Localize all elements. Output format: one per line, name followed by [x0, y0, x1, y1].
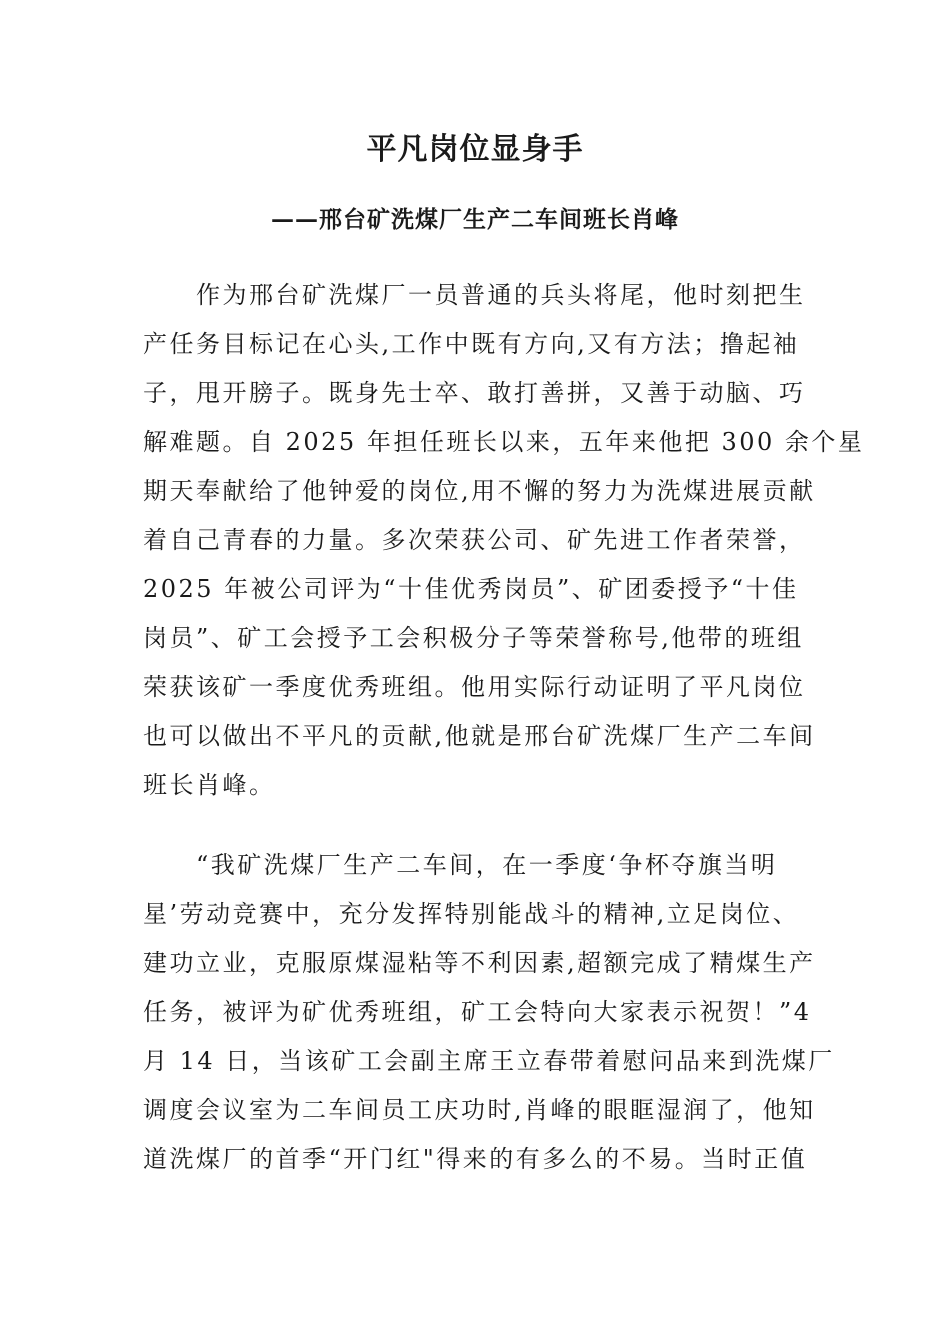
paragraph-line: 2025 年被公司评为“十佳优秀岗员”、矿团委授予“十佳: [143, 575, 799, 603]
paragraph-line: 着自己青春的力量。多次荣获公司、矿先进工作者荣誉，: [143, 526, 806, 554]
paragraph-line: 班长肖峰。: [143, 771, 276, 799]
paragraph-line: 产任务目标记在心头,工作中既有方向,又有方法；撸起袖: [143, 330, 800, 358]
paragraph-line: 建功立业，克服原煤湿粘等不利因素,超额完成了精煤生产: [143, 949, 816, 977]
document-subtitle: ——邢台矿洗煤厂生产二车间班长肖峰: [271, 206, 679, 233]
paragraph-line: 道洗煤厂的首季“开门红"得来的有多么的不易。当时正值: [143, 1145, 808, 1173]
paragraph-line: “我矿洗煤厂生产二车间，在一季度‘争杯夺旗当明: [143, 851, 778, 879]
paragraph-line: 星’劳动竞赛中，充分发挥特别能战斗的精神,立足岗位、: [143, 900, 800, 928]
paragraph-line: 荣获该矿一季度优秀班组。他用实际行动证明了平凡岗位: [143, 673, 806, 701]
document-title: 平凡岗位显身手: [366, 132, 584, 167]
paragraph-line: 作为邢台矿洗煤厂一员普通的兵头将尾，他时刻把生: [143, 281, 806, 309]
paragraph-line: 子，甩开膀子。既身先士卒、敢打善拼，又善于动脑、巧: [143, 379, 806, 407]
paragraph-line: 月 14 日，当该矿工会副主席王立春带着慰问品来到洗煤厂: [143, 1047, 835, 1075]
paragraph-line: 也可以做出不平凡的贡献,他就是邢台矿洗煤厂生产二车间: [143, 722, 816, 750]
paragraph-2: [143, 841, 835, 1184]
paragraph-line: 调度会议室为二车间员工庆功时,肖峰的眼眶湿润了，他知: [143, 1096, 816, 1124]
paragraph-line: 期天奉献给了他钟爱的岗位,用不懈的努力为洗煤进展贡献: [143, 477, 816, 505]
paragraph-line: 解难题。自 2025 年担任班长以来，五年来他把 300 余个星: [143, 428, 865, 456]
paragraph-line: 岗员”、矿工会授予工会积极分子等荣誉称号,他带的班组: [143, 624, 804, 652]
paragraph-line: 任务，被评为矿优秀班组，矿工会特向大家表示祝贺！”4: [143, 998, 812, 1026]
paragraph-1: [143, 271, 865, 810]
